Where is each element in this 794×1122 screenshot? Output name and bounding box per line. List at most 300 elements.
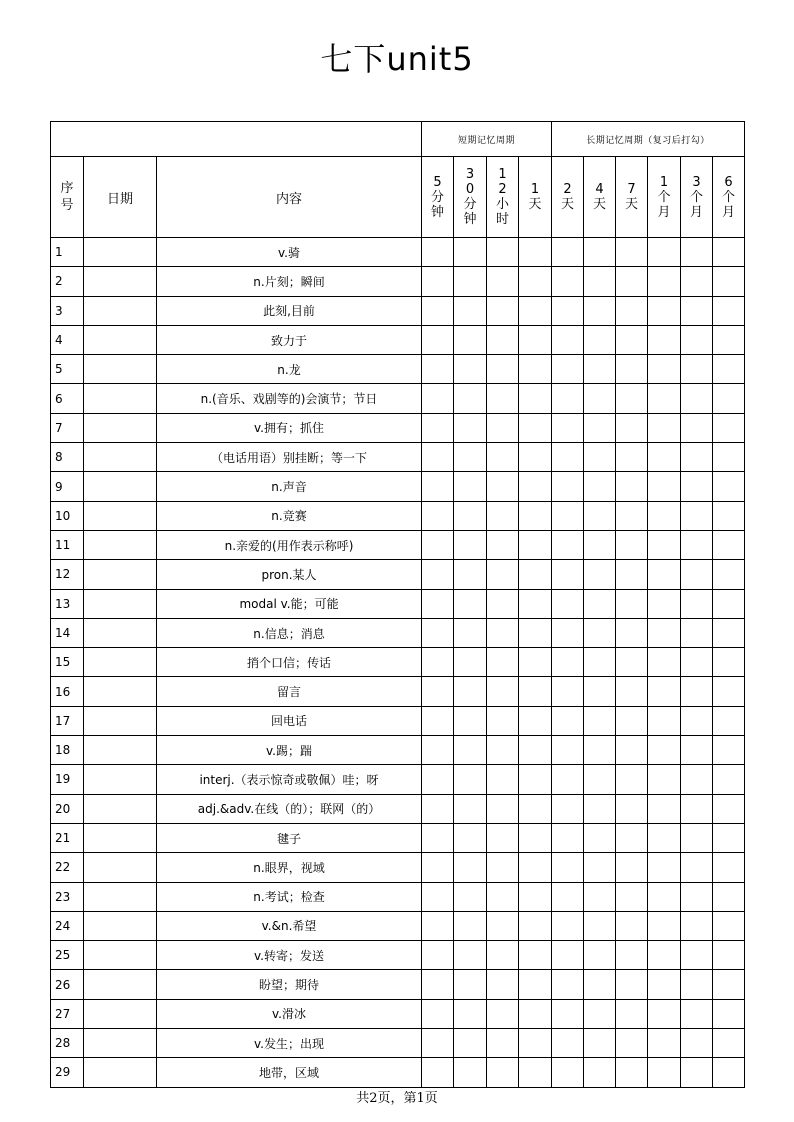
review-check-cell[interactable]: [713, 823, 745, 852]
review-check-cell[interactable]: [487, 530, 519, 559]
review-check-cell[interactable]: [648, 911, 681, 940]
review-check-cell[interactable]: [713, 355, 745, 384]
review-check-cell[interactable]: [422, 472, 454, 501]
review-check-cell[interactable]: [422, 970, 454, 999]
review-check-cell[interactable]: [616, 648, 648, 677]
date-cell[interactable]: [84, 941, 157, 970]
review-check-cell[interactable]: [487, 472, 519, 501]
review-check-cell[interactable]: [487, 443, 519, 472]
review-check-cell[interactable]: [681, 765, 713, 794]
review-check-cell[interactable]: [648, 413, 681, 442]
date-cell[interactable]: [84, 823, 157, 852]
review-check-cell[interactable]: [454, 530, 487, 559]
review-check-cell[interactable]: [519, 736, 552, 765]
review-check-cell[interactable]: [616, 384, 648, 413]
review-check-cell[interactable]: [616, 472, 648, 501]
review-check-cell[interactable]: [519, 530, 552, 559]
review-check-cell[interactable]: [648, 530, 681, 559]
review-check-cell[interactable]: [616, 911, 648, 940]
review-check-cell[interactable]: [648, 999, 681, 1028]
review-check-cell[interactable]: [422, 706, 454, 735]
review-check-cell[interactable]: [519, 384, 552, 413]
review-check-cell[interactable]: [648, 618, 681, 647]
review-check-cell[interactable]: [681, 970, 713, 999]
review-check-cell[interactable]: [616, 677, 648, 706]
review-check-cell[interactable]: [648, 941, 681, 970]
review-check-cell[interactable]: [616, 1029, 648, 1058]
review-check-cell[interactable]: [519, 882, 552, 911]
review-check-cell[interactable]: [552, 911, 584, 940]
review-check-cell[interactable]: [681, 589, 713, 618]
review-check-cell[interactable]: [713, 560, 745, 589]
review-check-cell[interactable]: [584, 823, 616, 852]
review-check-cell[interactable]: [681, 823, 713, 852]
review-check-cell[interactable]: [584, 267, 616, 296]
review-check-cell[interactable]: [648, 560, 681, 589]
review-check-cell[interactable]: [454, 589, 487, 618]
date-cell[interactable]: [84, 355, 157, 384]
review-check-cell[interactable]: [584, 706, 616, 735]
review-check-cell[interactable]: [519, 911, 552, 940]
date-cell[interactable]: [84, 999, 157, 1028]
review-check-cell[interactable]: [454, 765, 487, 794]
review-check-cell[interactable]: [454, 794, 487, 823]
review-check-cell[interactable]: [648, 238, 681, 267]
review-check-cell[interactable]: [519, 823, 552, 852]
review-check-cell[interactable]: [584, 413, 616, 442]
review-check-cell[interactable]: [422, 325, 454, 354]
review-check-cell[interactable]: [454, 618, 487, 647]
review-check-cell[interactable]: [422, 355, 454, 384]
review-check-cell[interactable]: [648, 882, 681, 911]
review-check-cell[interactable]: [616, 970, 648, 999]
review-check-cell[interactable]: [616, 706, 648, 735]
review-check-cell[interactable]: [648, 472, 681, 501]
review-check-cell[interactable]: [584, 736, 616, 765]
review-check-cell[interactable]: [454, 238, 487, 267]
review-check-cell[interactable]: [681, 648, 713, 677]
review-check-cell[interactable]: [616, 794, 648, 823]
review-check-cell[interactable]: [454, 1029, 487, 1058]
review-check-cell[interactable]: [713, 911, 745, 940]
review-check-cell[interactable]: [422, 941, 454, 970]
date-cell[interactable]: [84, 706, 157, 735]
review-check-cell[interactable]: [616, 530, 648, 559]
date-cell[interactable]: [84, 970, 157, 999]
review-check-cell[interactable]: [519, 589, 552, 618]
review-check-cell[interactable]: [616, 560, 648, 589]
review-check-cell[interactable]: [422, 530, 454, 559]
date-cell[interactable]: [84, 238, 157, 267]
review-check-cell[interactable]: [681, 999, 713, 1028]
review-check-cell[interactable]: [616, 443, 648, 472]
review-check-cell[interactable]: [648, 325, 681, 354]
review-check-cell[interactable]: [422, 794, 454, 823]
review-check-cell[interactable]: [713, 443, 745, 472]
review-check-cell[interactable]: [648, 794, 681, 823]
review-check-cell[interactable]: [552, 1029, 584, 1058]
review-check-cell[interactable]: [519, 355, 552, 384]
review-check-cell[interactable]: [584, 999, 616, 1028]
review-check-cell[interactable]: [422, 238, 454, 267]
review-check-cell[interactable]: [584, 296, 616, 325]
review-check-cell[interactable]: [422, 1029, 454, 1058]
review-check-cell[interactable]: [519, 413, 552, 442]
review-check-cell[interactable]: [616, 882, 648, 911]
review-check-cell[interactable]: [422, 560, 454, 589]
review-check-cell[interactable]: [681, 501, 713, 530]
review-check-cell[interactable]: [552, 443, 584, 472]
review-check-cell[interactable]: [681, 911, 713, 940]
review-check-cell[interactable]: [519, 794, 552, 823]
review-check-cell[interactable]: [648, 443, 681, 472]
review-check-cell[interactable]: [681, 530, 713, 559]
review-check-cell[interactable]: [552, 325, 584, 354]
review-check-cell[interactable]: [616, 823, 648, 852]
review-check-cell[interactable]: [487, 970, 519, 999]
review-check-cell[interactable]: [552, 765, 584, 794]
review-check-cell[interactable]: [681, 355, 713, 384]
review-check-cell[interactable]: [648, 677, 681, 706]
review-check-cell[interactable]: [584, 501, 616, 530]
review-check-cell[interactable]: [422, 1058, 454, 1087]
review-check-cell[interactable]: [422, 648, 454, 677]
review-check-cell[interactable]: [487, 267, 519, 296]
review-check-cell[interactable]: [713, 413, 745, 442]
review-check-cell[interactable]: [487, 325, 519, 354]
review-check-cell[interactable]: [584, 384, 616, 413]
review-check-cell[interactable]: [552, 941, 584, 970]
review-check-cell[interactable]: [584, 238, 616, 267]
review-check-cell[interactable]: [487, 589, 519, 618]
review-check-cell[interactable]: [552, 1058, 584, 1087]
date-cell[interactable]: [84, 1029, 157, 1058]
review-check-cell[interactable]: [713, 736, 745, 765]
review-check-cell[interactable]: [519, 443, 552, 472]
review-check-cell[interactable]: [584, 355, 616, 384]
review-check-cell[interactable]: [584, 472, 616, 501]
review-check-cell[interactable]: [584, 1029, 616, 1058]
review-check-cell[interactable]: [681, 736, 713, 765]
review-check-cell[interactable]: [454, 267, 487, 296]
review-check-cell[interactable]: [681, 706, 713, 735]
date-cell[interactable]: [84, 911, 157, 940]
review-check-cell[interactable]: [648, 384, 681, 413]
review-check-cell[interactable]: [584, 911, 616, 940]
review-check-cell[interactable]: [487, 911, 519, 940]
review-check-cell[interactable]: [454, 325, 487, 354]
date-cell[interactable]: [84, 677, 157, 706]
review-check-cell[interactable]: [713, 384, 745, 413]
review-check-cell[interactable]: [681, 882, 713, 911]
review-check-cell[interactable]: [616, 736, 648, 765]
review-check-cell[interactable]: [487, 355, 519, 384]
review-check-cell[interactable]: [713, 999, 745, 1028]
date-cell[interactable]: [84, 765, 157, 794]
review-check-cell[interactable]: [584, 941, 616, 970]
review-check-cell[interactable]: [552, 970, 584, 999]
review-check-cell[interactable]: [519, 296, 552, 325]
review-check-cell[interactable]: [648, 589, 681, 618]
review-check-cell[interactable]: [552, 618, 584, 647]
review-check-cell[interactable]: [681, 677, 713, 706]
review-check-cell[interactable]: [648, 765, 681, 794]
review-check-cell[interactable]: [681, 296, 713, 325]
review-check-cell[interactable]: [487, 736, 519, 765]
review-check-cell[interactable]: [422, 999, 454, 1028]
review-check-cell[interactable]: [616, 267, 648, 296]
review-check-cell[interactable]: [487, 296, 519, 325]
review-check-cell[interactable]: [422, 501, 454, 530]
review-check-cell[interactable]: [648, 706, 681, 735]
date-cell[interactable]: [84, 589, 157, 618]
review-check-cell[interactable]: [681, 267, 713, 296]
review-check-cell[interactable]: [454, 296, 487, 325]
date-cell[interactable]: [84, 384, 157, 413]
review-check-cell[interactable]: [584, 325, 616, 354]
date-cell[interactable]: [84, 472, 157, 501]
review-check-cell[interactable]: [584, 618, 616, 647]
review-check-cell[interactable]: [552, 999, 584, 1028]
review-check-cell[interactable]: [519, 501, 552, 530]
review-check-cell[interactable]: [487, 882, 519, 911]
review-check-cell[interactable]: [713, 970, 745, 999]
review-check-cell[interactable]: [454, 443, 487, 472]
review-check-cell[interactable]: [713, 648, 745, 677]
review-check-cell[interactable]: [519, 853, 552, 882]
review-check-cell[interactable]: [454, 384, 487, 413]
review-check-cell[interactable]: [648, 648, 681, 677]
review-check-cell[interactable]: [713, 501, 745, 530]
review-check-cell[interactable]: [584, 882, 616, 911]
review-check-cell[interactable]: [648, 823, 681, 852]
review-check-cell[interactable]: [487, 941, 519, 970]
review-check-cell[interactable]: [487, 706, 519, 735]
review-check-cell[interactable]: [713, 882, 745, 911]
review-check-cell[interactable]: [681, 1058, 713, 1087]
review-check-cell[interactable]: [454, 472, 487, 501]
review-check-cell[interactable]: [454, 999, 487, 1028]
review-check-cell[interactable]: [681, 472, 713, 501]
review-check-cell[interactable]: [584, 677, 616, 706]
review-check-cell[interactable]: [519, 472, 552, 501]
review-check-cell[interactable]: [487, 238, 519, 267]
review-check-cell[interactable]: [519, 677, 552, 706]
review-check-cell[interactable]: [584, 530, 616, 559]
review-check-cell[interactable]: [681, 443, 713, 472]
date-cell[interactable]: [84, 296, 157, 325]
review-check-cell[interactable]: [681, 794, 713, 823]
review-check-cell[interactable]: [584, 589, 616, 618]
review-check-cell[interactable]: [454, 882, 487, 911]
review-check-cell[interactable]: [454, 736, 487, 765]
review-check-cell[interactable]: [681, 1029, 713, 1058]
review-check-cell[interactable]: [422, 853, 454, 882]
review-check-cell[interactable]: [422, 413, 454, 442]
review-check-cell[interactable]: [681, 325, 713, 354]
review-check-cell[interactable]: [552, 472, 584, 501]
review-check-cell[interactable]: [487, 501, 519, 530]
review-check-cell[interactable]: [519, 238, 552, 267]
review-check-cell[interactable]: [487, 618, 519, 647]
date-cell[interactable]: [84, 501, 157, 530]
review-check-cell[interactable]: [454, 970, 487, 999]
review-check-cell[interactable]: [552, 823, 584, 852]
review-check-cell[interactable]: [422, 911, 454, 940]
review-check-cell[interactable]: [713, 296, 745, 325]
review-check-cell[interactable]: [584, 560, 616, 589]
date-cell[interactable]: [84, 648, 157, 677]
review-check-cell[interactable]: [552, 384, 584, 413]
review-check-cell[interactable]: [681, 941, 713, 970]
date-cell[interactable]: [84, 267, 157, 296]
review-check-cell[interactable]: [519, 325, 552, 354]
review-check-cell[interactable]: [616, 941, 648, 970]
review-check-cell[interactable]: [713, 941, 745, 970]
review-check-cell[interactable]: [584, 765, 616, 794]
review-check-cell[interactable]: [713, 677, 745, 706]
review-check-cell[interactable]: [552, 853, 584, 882]
review-check-cell[interactable]: [487, 648, 519, 677]
review-check-cell[interactable]: [681, 413, 713, 442]
review-check-cell[interactable]: [454, 1058, 487, 1087]
review-check-cell[interactable]: [552, 296, 584, 325]
review-check-cell[interactable]: [454, 560, 487, 589]
review-check-cell[interactable]: [454, 911, 487, 940]
date-cell[interactable]: [84, 794, 157, 823]
review-check-cell[interactable]: [519, 267, 552, 296]
review-check-cell[interactable]: [616, 355, 648, 384]
review-check-cell[interactable]: [552, 560, 584, 589]
review-check-cell[interactable]: [616, 618, 648, 647]
review-check-cell[interactable]: [454, 355, 487, 384]
review-check-cell[interactable]: [713, 618, 745, 647]
review-check-cell[interactable]: [681, 853, 713, 882]
review-check-cell[interactable]: [713, 1029, 745, 1058]
review-check-cell[interactable]: [487, 765, 519, 794]
review-check-cell[interactable]: [487, 413, 519, 442]
review-check-cell[interactable]: [422, 677, 454, 706]
review-check-cell[interactable]: [552, 501, 584, 530]
review-check-cell[interactable]: [519, 618, 552, 647]
review-check-cell[interactable]: [552, 706, 584, 735]
review-check-cell[interactable]: [648, 267, 681, 296]
review-check-cell[interactable]: [648, 355, 681, 384]
review-check-cell[interactable]: [648, 853, 681, 882]
review-check-cell[interactable]: [422, 736, 454, 765]
review-check-cell[interactable]: [487, 999, 519, 1028]
review-check-cell[interactable]: [519, 648, 552, 677]
review-check-cell[interactable]: [422, 765, 454, 794]
review-check-cell[interactable]: [454, 677, 487, 706]
review-check-cell[interactable]: [422, 589, 454, 618]
review-check-cell[interactable]: [681, 238, 713, 267]
review-check-cell[interactable]: [552, 355, 584, 384]
review-check-cell[interactable]: [552, 238, 584, 267]
date-cell[interactable]: [84, 618, 157, 647]
review-check-cell[interactable]: [422, 384, 454, 413]
review-check-cell[interactable]: [713, 472, 745, 501]
review-check-cell[interactable]: [454, 941, 487, 970]
review-check-cell[interactable]: [552, 530, 584, 559]
review-check-cell[interactable]: [584, 648, 616, 677]
review-check-cell[interactable]: [713, 1058, 745, 1087]
review-check-cell[interactable]: [422, 443, 454, 472]
date-cell[interactable]: [84, 560, 157, 589]
review-check-cell[interactable]: [584, 1058, 616, 1087]
review-check-cell[interactable]: [422, 823, 454, 852]
review-check-cell[interactable]: [648, 970, 681, 999]
review-check-cell[interactable]: [422, 267, 454, 296]
review-check-cell[interactable]: [648, 736, 681, 765]
review-check-cell[interactable]: [487, 677, 519, 706]
review-check-cell[interactable]: [681, 384, 713, 413]
review-check-cell[interactable]: [552, 413, 584, 442]
review-check-cell[interactable]: [616, 999, 648, 1028]
review-check-cell[interactable]: [713, 267, 745, 296]
review-check-cell[interactable]: [584, 443, 616, 472]
review-check-cell[interactable]: [648, 501, 681, 530]
review-check-cell[interactable]: [519, 706, 552, 735]
review-check-cell[interactable]: [648, 1029, 681, 1058]
review-check-cell[interactable]: [552, 794, 584, 823]
review-check-cell[interactable]: [487, 794, 519, 823]
review-check-cell[interactable]: [519, 1058, 552, 1087]
review-check-cell[interactable]: [713, 589, 745, 618]
review-check-cell[interactable]: [552, 677, 584, 706]
review-check-cell[interactable]: [584, 853, 616, 882]
review-check-cell[interactable]: [552, 882, 584, 911]
review-check-cell[interactable]: [519, 970, 552, 999]
review-check-cell[interactable]: [552, 648, 584, 677]
date-cell[interactable]: [84, 530, 157, 559]
review-check-cell[interactable]: [454, 501, 487, 530]
review-check-cell[interactable]: [616, 413, 648, 442]
review-check-cell[interactable]: [487, 384, 519, 413]
review-check-cell[interactable]: [454, 823, 487, 852]
date-cell[interactable]: [84, 882, 157, 911]
review-check-cell[interactable]: [616, 501, 648, 530]
review-check-cell[interactable]: [584, 970, 616, 999]
review-check-cell[interactable]: [713, 325, 745, 354]
date-cell[interactable]: [84, 443, 157, 472]
review-check-cell[interactable]: [713, 530, 745, 559]
review-check-cell[interactable]: [454, 853, 487, 882]
review-check-cell[interactable]: [552, 267, 584, 296]
review-check-cell[interactable]: [519, 560, 552, 589]
review-check-cell[interactable]: [422, 882, 454, 911]
date-cell[interactable]: [84, 1058, 157, 1087]
review-check-cell[interactable]: [616, 1058, 648, 1087]
review-check-cell[interactable]: [681, 560, 713, 589]
date-cell[interactable]: [84, 325, 157, 354]
review-check-cell[interactable]: [616, 765, 648, 794]
review-check-cell[interactable]: [713, 853, 745, 882]
review-check-cell[interactable]: [616, 853, 648, 882]
review-check-cell[interactable]: [454, 413, 487, 442]
review-check-cell[interactable]: [713, 238, 745, 267]
review-check-cell[interactable]: [681, 618, 713, 647]
review-check-cell[interactable]: [616, 325, 648, 354]
review-check-cell[interactable]: [552, 589, 584, 618]
review-check-cell[interactable]: [487, 1058, 519, 1087]
review-check-cell[interactable]: [713, 794, 745, 823]
review-check-cell[interactable]: [552, 736, 584, 765]
review-check-cell[interactable]: [713, 765, 745, 794]
review-check-cell[interactable]: [713, 706, 745, 735]
review-check-cell[interactable]: [487, 823, 519, 852]
review-check-cell[interactable]: [487, 560, 519, 589]
